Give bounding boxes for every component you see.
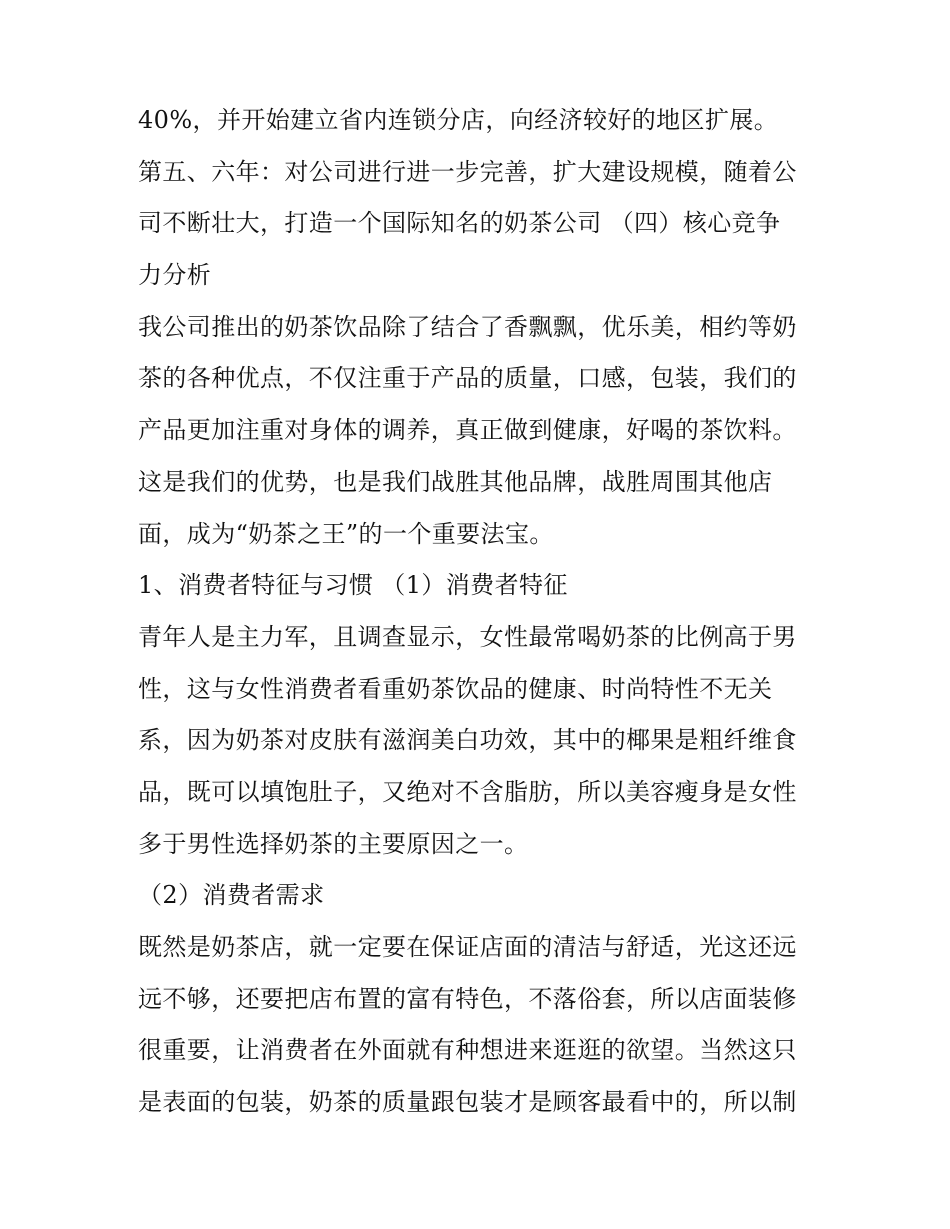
text-line: 系，因为奶茶对皮肤有滋润美白功效，其中的椰果是粗纤维食 <box>138 726 797 755</box>
text-line: 茶的各种优点，不仅注重于产品的质量，口感，包装，我们的 <box>138 364 797 393</box>
text-line: 远不够，还要把店布置的富有特色，不落俗套，所以店面装修 <box>138 984 797 1013</box>
text-line: 我公司推出的奶茶饮品除了结合了香飘飘，优乐美，相约等奶 <box>138 312 797 341</box>
text-line: 力分析 <box>138 261 212 290</box>
text-line: 40%，并开始建立省内连锁分店，向经济较好的地区扩展。 <box>138 106 779 134</box>
text-line: 1、消费者特征与习惯 （1）消费者特征 <box>138 571 568 600</box>
text-line: 第五、六年：对公司进行进一步完善，扩大建设规模，随着公 <box>138 157 797 186</box>
text-line: 既然是奶茶店，就一定要在保证店面的清洁与舒适，光这还远 <box>138 933 797 961</box>
text-line: （2）消费者需求 <box>138 881 325 910</box>
text-line: 青年人是主力军，且调查显示，女性最常喝奶茶的比例高于男 <box>138 622 797 651</box>
text-line: 产品更加注重对身体的调养，真正做到健康，好喝的茶饮料。 <box>138 416 797 445</box>
text-line: 很重要，让消费者在外面就有种想进来逛逛的欲望。当然这只 <box>138 1036 797 1065</box>
text-line: 这是我们的优势，也是我们战胜其他品牌，战胜周围其他店 <box>138 467 773 496</box>
document-body <box>138 108 828 1142</box>
text-line: 品，既可以填饱肚子，又绝对不含脂肪，所以美容瘦身是女性 <box>138 777 797 806</box>
text-line: 面，成为“奶茶之王”的一个重要法宝。 <box>138 519 554 548</box>
text-line: 司不断壮大，打造一个国际知名的奶茶公司 （四）核心竞争 <box>138 209 781 238</box>
text-line: 多于男性选择奶茶的主要原因之一。 <box>138 829 529 858</box>
text-line: 性，这与女性消费者看重奶茶饮品的健康、时尚特性不无关 <box>138 674 773 703</box>
text-line: 是表面的包装，奶茶的质量跟包装才是顾客最看中的，所以制 <box>138 1088 797 1117</box>
